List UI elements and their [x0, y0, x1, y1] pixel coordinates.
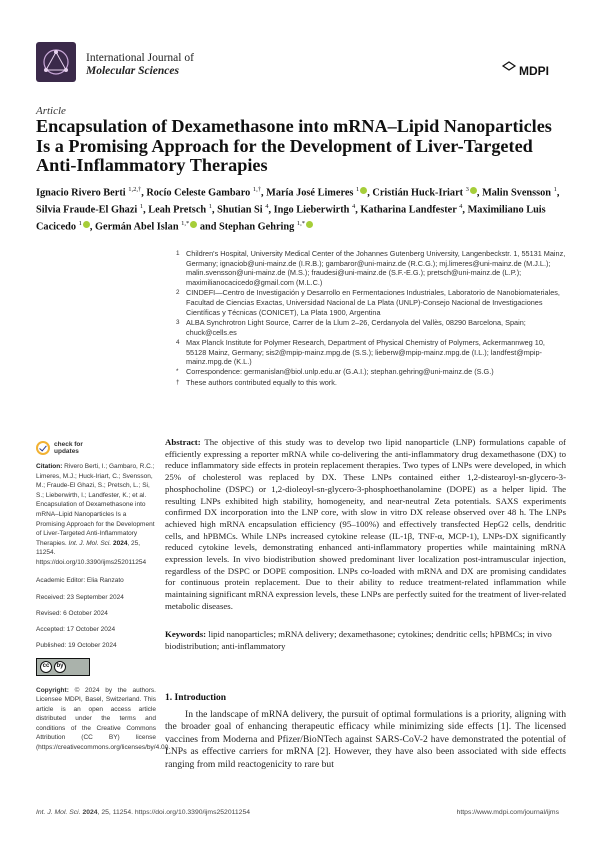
- cc-icon: cc: [40, 661, 52, 673]
- abstract: [165, 437, 566, 613]
- sidebar: [36, 438, 171, 753]
- mdpi-logo: [501, 60, 559, 82]
- abstract-text: The objective of this study was to develop two lipid nanoparticle (LNP) formulations capable of efficiently expressing a reporter mRNA while co-delivering the anti-inflammatory drug dexamethasone (DX) to reduce inflammatory side effects in protein replacement therapies. Two types of LNPs were developed, in which 25% of cholesterol was replaced by DX. These LNPs contained either 1,2-distearoyl-sn-glycero-3-phosphocholine (DSPC) or 1,2-dioleoyl-sn-glycero-3-phosphoethanolamine (DOPE) as a helper lipid. The resulting LNPs exhibited high stability, homogeneity, and near-neutral Zeta potentials. SAXS experiments confirmed DX incorporation into the LNP core, with slow in vitro DX release observed over 48 h. The LNPs achieved high mRNA encapsulation efficiency (95–100%) and effectively transfected HepG2 cells, dendritic cells, and hPBMCs. While LNPs increased cytokine release (IL-1β, TNF-α, MCP-1), LNPs-DX significantly reduced cytokine levels, demonstrating enhanced anti-inflammatory properties while maintaining mRNA expression levels. In vivo biodistribution showed predominant liver localization post-intramuscular injection, regardless of the DSPC or DOPE composition. LNPs co-loaded with mRNA and DX are promising candidates for continuous protein replacement. Due to their ability to reduce treatment-related inflammation while maintaining significant mRNA expression levels, these LNPs are perfectly suited for the treatment of liver-related metabolic diseases.: [165, 437, 566, 611]
- mdpi-logo-text: MDPI: [519, 64, 549, 78]
- affiliation-number: 3: [176, 318, 180, 326]
- author-affiliation-marker: 1,*: [181, 219, 190, 227]
- affiliation-row: [176, 338, 566, 367]
- check-updates-line1: check for: [54, 441, 83, 448]
- citation-journal: Int. J. Mol. Sci.: [68, 539, 112, 547]
- author-name[interactable]: Malin Svensson: [482, 187, 554, 199]
- affiliations: [176, 249, 566, 388]
- page-header: [36, 42, 559, 86]
- keywords: [165, 629, 566, 652]
- affiliation-number: 2: [176, 289, 180, 297]
- affiliation-row: [176, 249, 566, 288]
- author-affiliation-marker: 4: [459, 202, 463, 210]
- orcid-icon[interactable]: [306, 221, 313, 228]
- footer-journal: Int. J. Mol. Sci.: [36, 809, 81, 816]
- citation-block: [36, 462, 156, 568]
- affiliation-text: ALBA Synchrotron Light Source, Carrer de la Llum 2–26, Cerdanyola del Vallès, 08290 Barcelona, Spain; chuck@cells.es: [186, 317, 526, 337]
- affiliation-text: These authors contributed equally to this work.: [186, 377, 337, 387]
- received-date: Received: 23 September 2024: [36, 594, 124, 602]
- author-affiliation-marker: 1,†: [252, 186, 261, 193]
- author-affiliation-marker: 1: [356, 186, 360, 193]
- affiliation-number: †: [176, 378, 180, 386]
- orcid-icon[interactable]: [470, 187, 477, 194]
- check-for-updates-button[interactable]: [36, 438, 156, 458]
- author-affiliation-marker: 3: [465, 186, 469, 193]
- copyright-text: © 2024 by the authors. Licensee MDPI, Basel, Switzerland. This article is an open access article distributed under the terms and conditions of the Creative Commons Attribution (CC BY) license (https://creativecommons.org/licenses/by/4.0/).: [36, 686, 171, 752]
- affiliation-number: 4: [176, 338, 180, 346]
- page-footer: [36, 809, 559, 821]
- orcid-icon[interactable]: [190, 221, 197, 228]
- check-updates-icon: [36, 441, 50, 455]
- author-list: Ignacio Rivero Berti $^{1,2,\dagger}$, Rocío Celeste Gambaro $^{1,\dagger}$, María José Limeres $^1$ , Cristián Huck-Iriart $^3$ , Malin Svensson $^1$, Silvia Fraude-El Ghazi $^1$, Leah Pretsch $^1$, Shutian Si $^4$, Ingo Lieberwirth $^4$, Katharina Landfester $^4$, Maximiliano Luis Cacicedo $^1$ , Germán Abel Islan $^{1,*}$ and Stephan Gehring $^{1,*}$: [36, 186, 560, 233]
- by-icon: by: [54, 661, 66, 673]
- copyright-block: [36, 686, 171, 753]
- revised-date: Revised: 6 October 2024: [36, 610, 108, 618]
- dates-block: [36, 593, 156, 651]
- author-affiliation-marker: 4: [351, 202, 356, 210]
- check-updates-line2: updates: [54, 448, 79, 455]
- author-name[interactable]: Leah Pretsch: [148, 204, 209, 216]
- author-affiliation-marker: 1: [139, 202, 144, 210]
- author-affiliation-marker: 1: [553, 186, 557, 193]
- journal-name: [86, 52, 194, 78]
- citation-label: Citation:: [36, 463, 63, 470]
- keywords-text: lipid nanoparticles; mRNA delivery; dexamethasone; cytokines; dendritic cells; hPBMCs; in vivo biodistribution; anti-inflammatory: [165, 629, 552, 651]
- author-name[interactable]: Katharina Landfester: [360, 204, 460, 216]
- academic-editor: Academic Editor: Elia Ranzato: [36, 576, 124, 584]
- affiliation-row: [176, 367, 566, 377]
- footer-citation: [36, 809, 250, 816]
- journal-logo-icon: [36, 42, 76, 82]
- affiliation-row: [176, 378, 566, 388]
- author-name[interactable]: Germán Abel Islan: [95, 221, 182, 233]
- author-affiliation-marker: 1,*: [296, 219, 305, 227]
- orcid-icon[interactable]: [83, 221, 90, 228]
- author-affiliation-marker: 1,2,†: [128, 186, 142, 193]
- citation-tail[interactable]: , 25, 11254. https://doi.org/10.3390/ijms252011254: [36, 539, 147, 566]
- orcid-icon[interactable]: [360, 187, 367, 194]
- affiliation-row: [176, 318, 566, 337]
- author-name[interactable]: Stephan Gehring: [219, 221, 297, 233]
- accepted-date: Accepted: 17 October 2024: [36, 626, 116, 634]
- affiliation-text: CINDEFI—Centro de Investigación y Desarrollo en Fermentaciones Industriales, Laboratorio de Nanobiomateriales, Facultad de Ciencias Exactas, Universidad Nacional de La Plata (UNLP)-Consejo Nacional de Investigaciones Científicas y Técnicas (CONICET), La Plata 1900, Argentina: [186, 288, 560, 317]
- author-affiliation-marker: 1: [78, 219, 82, 227]
- affiliation-text: Children's Hospital, University Medical Center of the Johannes Gutenberg University, Langenbeckstr. 1, 55131 Mainz, Germany; ignaciob@uni-mainz.de (I.R.B.); gambaror@uni-mainz.de (R.C.G.); mj.limeres@uni-mainz.de (M.J.L.); malin.svensson@uni-mainz.de (M.S.); fraudesi@uni-mainz.de (S.F.-E.G.); pretsch@uni-mainz.de (L.P.); maximilianocacicedo@gmail.com (M.L.C.): [186, 249, 566, 288]
- introduction-text: In the landscape of mRNA delivery, the pursuit of optimal formulations is a priority, aligning with the broader goal of enhancing therapeutic efficacy while minimizing side effects [1]. The licensed vaccines from Moderna and Pfizer/BioNTech against SARS-CoV-2 have demonstrated the potential of LNPs as effective carriers for mRNA [2]. However, they have also been associated with side effects ranging from mild reactogenicity to rare but: [165, 709, 566, 770]
- footer-year: 2024: [82, 809, 98, 816]
- abstract-label: Abstract:: [165, 437, 201, 447]
- author-name[interactable]: Shutian Si: [217, 204, 266, 216]
- author-affiliation-marker: 1: [208, 202, 212, 210]
- affiliation-text: Max Planck Institute for Polymer Research, Department of Physical Chemistry of Polymers, Ackermannweg 10, 55128 Mainz, Germany; sis2@mpip-mainz.mpg.de (S.S.); lieberw@mpip-mainz.mpg.de (I.L.); landfest@mpip-mainz.mpg.de (K.L.): [186, 337, 545, 367]
- author-name[interactable]: Ignacio Rivero Berti: [36, 187, 129, 199]
- author-affiliation-marker: 4: [265, 202, 269, 210]
- author-name[interactable]: Cristián Huck-Iriart: [372, 187, 466, 199]
- footer-journal-url[interactable]: https://www.mdpi.com/journal/ijms: [456, 809, 559, 816]
- page-title: Encapsulation of Dexamethasone into mRNA–Lipid Nanoparticles Is a Promising Approach for the Development of Liver-Targeted Anti-Inflammatory Therapies: [36, 116, 552, 175]
- published-date: Published: 19 October 2024: [36, 642, 117, 650]
- cc-by-license-icon[interactable]: [36, 658, 90, 676]
- author-name[interactable]: Rocío Celeste Gambaro: [146, 187, 253, 199]
- affiliation-number: *: [176, 368, 179, 376]
- citation-year: 2024: [112, 539, 128, 547]
- journal-name-line1: International Journal of: [86, 52, 194, 64]
- section-title-introduction: 1. Introduction: [165, 693, 227, 703]
- journal-name-line2: Molecular Sciences: [86, 65, 179, 77]
- copyright-label: Copyright:: [36, 686, 69, 694]
- affiliation-row: [176, 288, 566, 317]
- citation-text: Rivero Berti, I.; Gambaro, R.C.; Limeres, M.J.; Huck-Iriart, C.; Svensson, M.; Fraude-El Ghazi, S.; Pretsch, L.; Si, S.; Lieberwirth, I.; Landfester, K.; et al. Encapsulation of Dexamethasone into mRNA–Lipid Nanoparticles Is a Promising Approach for the Development of Liver-Targeted Anti-Inflammatory Therapies.: [36, 463, 155, 547]
- author-name[interactable]: Silvia Fraude-El Ghazi: [36, 204, 140, 216]
- author-name[interactable]: María José Limeres: [266, 187, 356, 199]
- article-type: Article: [36, 105, 66, 117]
- footer-doi[interactable]: , 25, 11254. https://doi.org/10.3390/ijms252011254: [97, 809, 251, 816]
- author-name[interactable]: Ingo Lieberwirth: [273, 204, 352, 216]
- affiliation-number: 1: [176, 250, 180, 257]
- affiliation-text: Correspondence: germanislan@biol.unlp.edu.ar (G.A.I.); stephan.gehring@uni-mainz.de (S.G.): [186, 367, 494, 377]
- author-name[interactable]: Maximiliano Luis Cacicedo: [36, 204, 546, 233]
- keywords-label: Keywords:: [165, 629, 207, 639]
